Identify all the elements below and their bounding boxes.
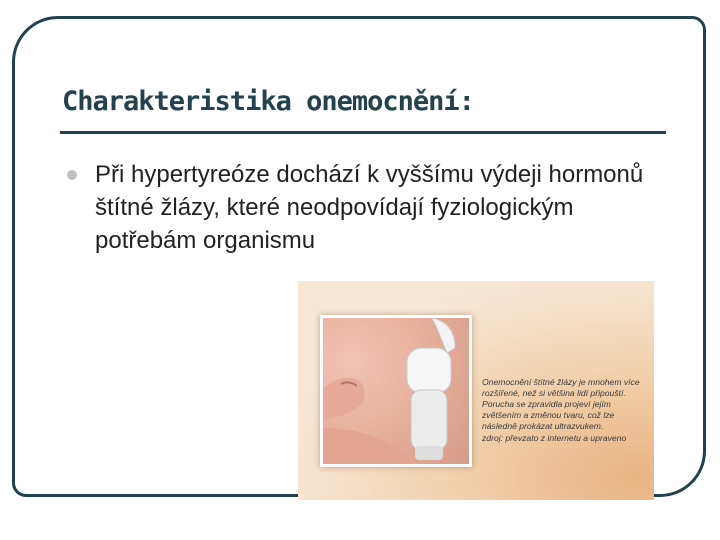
title-divider (60, 131, 666, 134)
thyroid-ultrasound-image (298, 281, 654, 500)
bullet-icon (67, 170, 77, 180)
ultrasound-probe-icon (397, 318, 457, 464)
image-caption: Onemocnění štítné žlázy je mnohem více rozšířené, než si většina lidí připouští. Porucha se zpravidla projeví jejím zvětšením a změnou tvaru, což lze následně prokázat ultrazvukem. (482, 377, 640, 431)
bullet-text: Při hypertyreóze dochází k vyššímu výdeji hormonů štítné žlázy, které neodpovídají fyziologickým potřebám organismu (95, 161, 644, 254)
slide-title: Charakteristika onemocnění: (62, 86, 474, 117)
neck-ultrasound-photo (320, 315, 472, 467)
image-source: zdroj: převzato z internetu a upraveno (482, 433, 627, 443)
